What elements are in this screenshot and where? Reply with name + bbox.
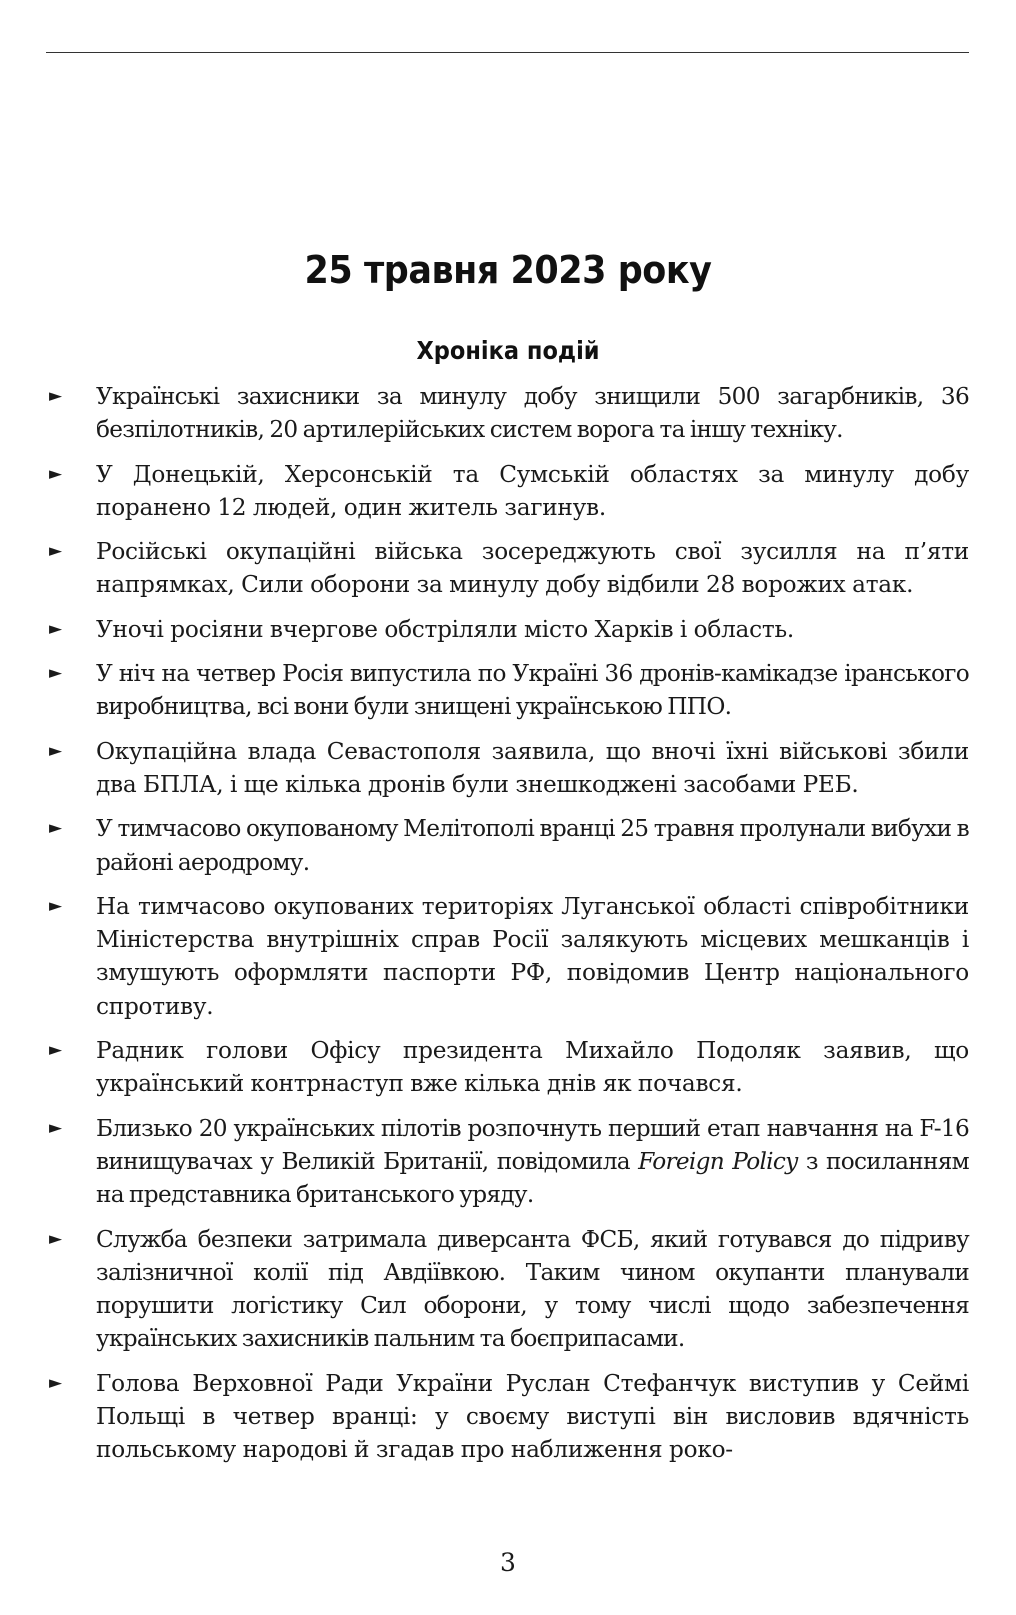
- list-item: [46, 735, 969, 802]
- triangle-bullet-icon: ►: [49, 818, 62, 839]
- triangle-bullet-icon: ►: [49, 1117, 62, 1138]
- list-item-text-part: з посиланням на представника британського уряду.: [96, 1147, 969, 1209]
- triangle-bullet-icon: ►: [49, 740, 62, 761]
- triangle-bullet-icon: ►: [49, 618, 62, 639]
- list-item: [46, 1112, 969, 1212]
- list-item-text: Голова Верховної Ради України Руслан Стефанчук виступив у Сеймі Польщі в четвер вранці: у своєму виступі він висловив вдячність польському народові й згадав про наближення роко-: [96, 1369, 969, 1464]
- triangle-bullet-icon: ►: [49, 1372, 62, 1393]
- list-item: [46, 380, 969, 447]
- list-item: [46, 1034, 969, 1101]
- publication-name: Foreign Policy: [638, 1147, 798, 1175]
- list-item-text: У Донецькій, Херсонській та Сумській областях за минулу добу поранено 12 людей, один житель загинув.: [96, 460, 969, 521]
- list-item: [46, 812, 969, 879]
- list-item: [46, 890, 969, 1023]
- triangle-bullet-icon: ►: [49, 895, 62, 916]
- events-list: [46, 380, 969, 1478]
- list-item: [46, 535, 969, 602]
- list-item-text: Російські окупаційні війська зосереджують свої зусилля на п’яти напрямках, Сили оборони за минулу добу відбили 28 ворожих атак.: [96, 538, 969, 599]
- list-item-text: У ніч на четвер Росія випустила по Україні 36 дронів-камікадзе іранського виробництва, всі вони були знищені українською ППО.: [96, 660, 969, 721]
- list-item-text: Українські захисники за минулу добу знищили 500 загарбників, 36 безпілотників, 20 артилерійських систем ворога та іншу техніку.: [96, 383, 969, 444]
- section-subtitle: Хроніка подій: [416, 336, 600, 365]
- list-item-text-part: Близько 20 українських пілотів розпочнуть перший етап навчання на F-16 винищувачах у Великій Британії, повідомила: [96, 1114, 969, 1175]
- header-rule: [46, 52, 969, 53]
- list-item-text: Окупаційна влада Севастополя заявила, що вночі їхні військові збили два БПЛА, і ще кілька дронів були знешкоджені засобами РЕБ.: [96, 737, 969, 798]
- triangle-bullet-icon: ►: [49, 1228, 62, 1249]
- list-item: [46, 1223, 969, 1356]
- page-number: 3: [500, 1548, 516, 1577]
- triangle-bullet-icon: ►: [49, 463, 62, 484]
- page-title: 25 травня 2023 року: [304, 248, 712, 292]
- triangle-bullet-icon: ►: [49, 1040, 62, 1061]
- list-item: [46, 613, 969, 646]
- list-item-text: Служба безпеки затримала диверсанта ФСБ, який готувався до підриву залізничної колії під Авдіївкою. Таким чином окупанти планували порушити логістику Сил оборони, у тому числі щодо забезпечення українських захисників пальним та боєприпасами.: [96, 1225, 969, 1353]
- list-item-text: Радник голови Офісу президента Михайло Подоляк заявив, що український контрнаступ вже кілька днів як почався.: [96, 1037, 969, 1098]
- list-item-text: Уночі росіяни вчергове обстріляли місто Харків і область.: [96, 615, 794, 643]
- list-item: [46, 657, 969, 724]
- triangle-bullet-icon: ►: [49, 386, 62, 406]
- list-item: [46, 458, 969, 525]
- list-item-text: На тимчасово окупованих територіях Луганської області співробітники Міністерства внутрішніх справ Росії залякують місцевих мешканців і змушують оформляти паспорти РФ, повідомив Центр національного спротиву.: [96, 892, 969, 1020]
- list-item-text: У тимчасово окупованому Мелітополі вранці 25 травня пролунали вибухи в районі аеродрому.: [96, 815, 969, 876]
- triangle-bullet-icon: ►: [49, 541, 62, 562]
- list-item-text: [96, 1115, 969, 1209]
- list-item: [46, 1367, 969, 1467]
- triangle-bullet-icon: ►: [49, 663, 62, 684]
